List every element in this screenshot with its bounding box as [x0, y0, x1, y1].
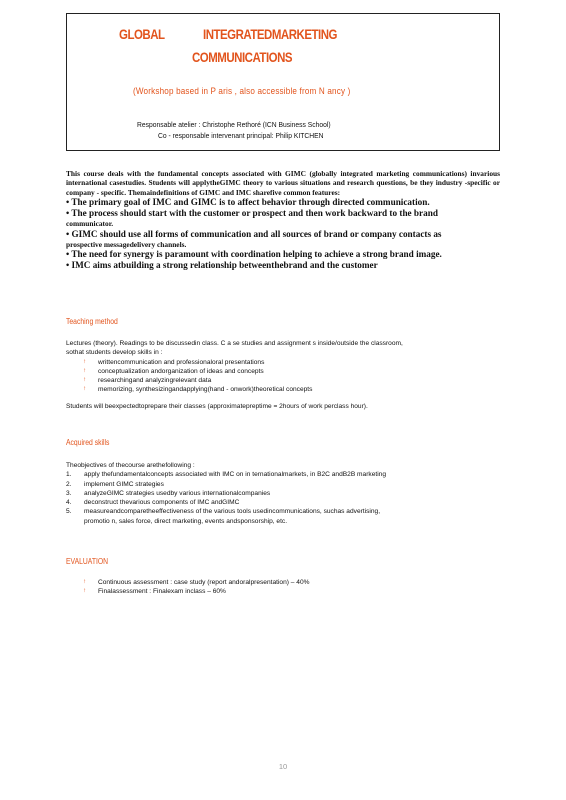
- feature-item: [66, 260, 500, 271]
- acquired-skills-body: [66, 461, 500, 526]
- skills-intro: Theobjectives of thecourse arethefollowing :: [66, 462, 195, 469]
- feature-text: • The primary goal of IMC and GIMC is to affect behavior through directed communication.: [66, 197, 430, 208]
- feature-text: • IMC aims atbuilding a strong relationship betweenthebrand and the customer: [66, 260, 378, 271]
- objective-item: [66, 498, 500, 507]
- objective-number: 1.: [66, 471, 72, 479]
- objective-item: [66, 507, 500, 516]
- feature-text: • The process should start with the customer or prospect and then work backward to the brand: [66, 208, 438, 219]
- feature-item: [66, 229, 500, 249]
- teaching-closing: Students will beexpectedtoprepare their classes (approximatepreptime = 2hours of work perclass hour).: [66, 402, 368, 410]
- skill-item-text: writtencommunication and professionaloral presentations: [98, 358, 265, 366]
- feature-continuation: communicator.: [66, 219, 114, 229]
- evaluation-item: [66, 587, 500, 596]
- arrow-bullet-icon: ↑: [83, 579, 86, 585]
- title-word-integrated-marketing: INTEGRATEDMARKETING: [203, 26, 337, 42]
- evaluation-item: [66, 578, 500, 587]
- objective-text: analyzeGIMC strategies usedby various internationalcompanies: [84, 489, 271, 497]
- title-word-global: GLOBAL: [119, 26, 165, 42]
- teaching-method-heading: Teaching method: [66, 317, 118, 326]
- header-box: [66, 13, 500, 151]
- acquired-skills-heading: Acquired skills: [66, 438, 110, 447]
- feature-continuation: prospective messagedelivery channels.: [66, 239, 187, 249]
- objective-item: [66, 480, 500, 489]
- arrow-bullet-icon: ↑: [83, 367, 86, 374]
- arrow-bullet-icon: ↑: [83, 358, 86, 365]
- objective-text: measureandcomparetheeffectiveness of the various tools usedincommunications, suchas advertising,: [84, 508, 381, 516]
- objective-continuation: promotio n, sales force, direct marketing, events andsponsorship, etc.: [84, 517, 288, 525]
- feature-text: • The need for synergy is paramount with coordination helping to achieve a strong brand image.: [66, 249, 442, 260]
- objective-item: [66, 489, 500, 498]
- skill-item-text: conceptualization andorganization of ideas and concepts: [98, 367, 264, 375]
- arrow-bullet-icon: ↑: [83, 377, 86, 384]
- title-line-communications: COMMUNICATIONS: [192, 49, 293, 65]
- page-number: 10: [278, 762, 288, 771]
- skill-item: [66, 367, 500, 376]
- intro-paragraph: This course deals with the fundamental concepts associated with GIMC (globally integrated marketing communications) invarious international casestudies. Students will applytheGIMC theory to various situations and research questions, be they industry -specific or company - specific. Themaindefinitions of GIMC and IMC sharefive common features:: [66, 169, 500, 197]
- teaching-line: Lectures (theory). Readings to be discussedin class. C a se studies and assignment s inside/outside the classroom,: [66, 340, 403, 347]
- feature-item: [66, 197, 500, 208]
- evaluation-body: [66, 578, 500, 597]
- evaluation-item-text: Continuous assessment : case study (report andoralpresentation) – 40%: [98, 579, 310, 586]
- teaching-line: sothat students develop skills in :: [66, 349, 163, 357]
- objective-number: 2.: [66, 480, 72, 488]
- objective-text: apply thefundamentalconcepts associated with IMC on in ternationalmarkets, in B2C andB2B marketing: [84, 471, 387, 479]
- evaluation-item-text: Finalassessment : Finalexam inclass – 60%: [98, 588, 226, 596]
- objective-text: deconstruct thevarious components of IMC andGIMC: [84, 499, 240, 507]
- arrow-bullet-icon: ↑: [83, 386, 86, 393]
- skill-item-text: memorizing, synthesizingandapplying(hand - onwork)theoretical concepts: [98, 386, 313, 394]
- objective-number: 3.: [66, 489, 72, 497]
- responsable-line: Responsable atelier : Christophe Rethoré (ICN Business School): [137, 120, 331, 129]
- evaluation-heading: EVALUATION: [66, 557, 109, 566]
- teaching-method-body: [66, 339, 500, 411]
- skill-item-text: researchingand analyzingrelevant data: [98, 377, 212, 385]
- feature-list: [66, 197, 500, 271]
- objective-item: [66, 470, 500, 479]
- co-responsable-line: Co - responsable intervenant principal: Philip KITCHEN: [158, 131, 324, 140]
- intro-section: [66, 169, 500, 271]
- feature-text: • GIMC should use all forms of communication and all sources of brand or company contacts as: [66, 228, 442, 239]
- feature-item: [66, 208, 500, 228]
- objective-number: 4.: [66, 499, 72, 507]
- feature-item: [66, 249, 500, 260]
- objective-text: implement GIMC strategies: [84, 480, 164, 488]
- skill-item: [66, 358, 500, 367]
- objective-number: 5.: [66, 508, 72, 516]
- skill-item: [66, 385, 500, 394]
- skill-item: [66, 376, 500, 385]
- arrow-bullet-icon: ↑: [83, 588, 86, 595]
- workshop-subtitle: (Workshop based in P aris , also accessible from N ancy ): [133, 86, 351, 96]
